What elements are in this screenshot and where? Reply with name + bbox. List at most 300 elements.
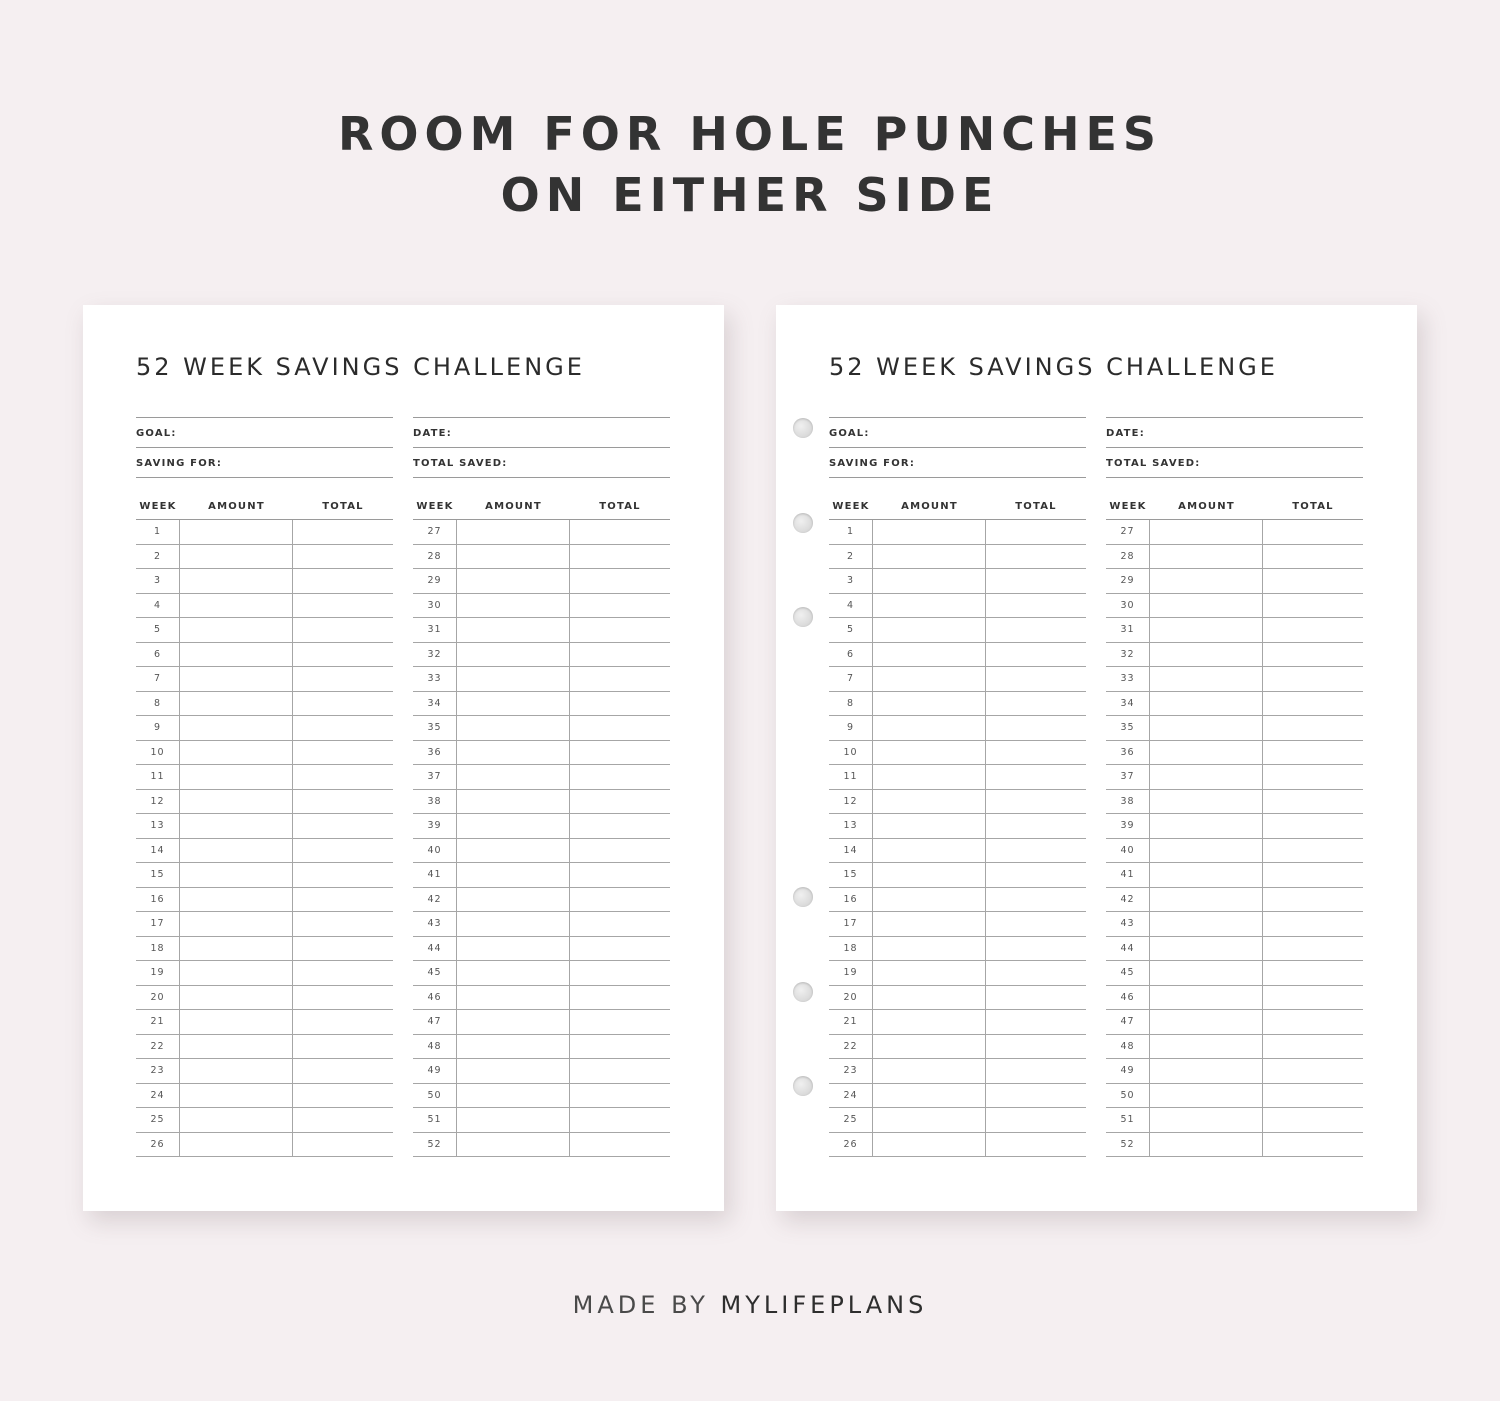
total-cell[interactable] [570, 618, 670, 642]
table-row [136, 1084, 393, 1109]
total-cell[interactable] [1263, 814, 1363, 838]
table-row [413, 912, 670, 937]
total-cell[interactable] [293, 594, 393, 618]
table-row [829, 1133, 1086, 1158]
total-cell[interactable] [1263, 888, 1363, 912]
week-number: 43 [413, 912, 457, 936]
amount-cell[interactable] [457, 716, 570, 740]
amount-cell[interactable] [1150, 1084, 1263, 1108]
total-cell[interactable] [1263, 1084, 1363, 1108]
total-cell[interactable] [1263, 863, 1363, 887]
total-cell[interactable] [1263, 1059, 1363, 1083]
amount-cell[interactable] [1150, 520, 1263, 544]
total-cell[interactable] [1263, 1035, 1363, 1059]
table-row [136, 594, 393, 619]
total-cell[interactable] [986, 667, 1086, 691]
table-row [413, 520, 670, 545]
total-cell[interactable] [986, 888, 1086, 912]
week-number: 13 [829, 814, 873, 838]
week-number: 16 [829, 888, 873, 912]
amount-cell[interactable] [457, 741, 570, 765]
amount-cell[interactable] [1150, 790, 1263, 814]
punch-hole-icon [793, 982, 813, 1002]
total-cell[interactable] [570, 814, 670, 838]
amount-cell[interactable] [457, 765, 570, 789]
total-cell[interactable] [570, 667, 670, 691]
table-row [136, 1010, 393, 1035]
total-cell[interactable] [570, 569, 670, 593]
table-row [829, 716, 1086, 741]
left-column [829, 417, 1086, 1157]
total-cell[interactable] [986, 1133, 1086, 1157]
amount-cell[interactable] [180, 545, 293, 569]
amount-cell[interactable] [1150, 839, 1263, 863]
total-cell[interactable] [570, 1035, 670, 1059]
amount-cell[interactable] [1150, 937, 1263, 961]
total-cell[interactable] [1263, 716, 1363, 740]
total-cell[interactable] [986, 986, 1086, 1010]
week-number: 41 [413, 863, 457, 887]
total-cell[interactable] [1263, 912, 1363, 936]
amount-cell[interactable] [873, 961, 986, 985]
table-row [1106, 520, 1363, 545]
table-row [136, 692, 393, 717]
total-cell[interactable] [570, 790, 670, 814]
week-number: 21 [136, 1010, 180, 1034]
amount-cell[interactable] [1150, 1133, 1263, 1157]
goal-line [829, 417, 1086, 447]
amount-cell[interactable] [457, 937, 570, 961]
total-cell[interactable] [293, 888, 393, 912]
total-cell[interactable] [293, 1084, 393, 1108]
total-cell[interactable] [986, 1010, 1086, 1034]
total-cell[interactable] [570, 839, 670, 863]
amount-cell[interactable] [457, 814, 570, 838]
amount-cell[interactable] [180, 741, 293, 765]
amount-cell[interactable] [457, 594, 570, 618]
amount-cell[interactable] [873, 937, 986, 961]
amount-cell[interactable] [180, 790, 293, 814]
amount-cell[interactable] [1150, 643, 1263, 667]
amount-cell[interactable] [180, 1010, 293, 1034]
total-cell[interactable] [570, 716, 670, 740]
table-row [829, 594, 1086, 619]
table-row [413, 667, 670, 692]
amount-cell[interactable] [457, 545, 570, 569]
amount-cell[interactable] [180, 594, 293, 618]
amount-cell[interactable] [180, 520, 293, 544]
amount-cell[interactable] [457, 692, 570, 716]
total-cell[interactable] [570, 545, 670, 569]
amount-cell[interactable] [873, 520, 986, 544]
total-cell[interactable] [570, 594, 670, 618]
week-number: 20 [829, 986, 873, 1010]
amount-cell[interactable] [1150, 961, 1263, 985]
amount-cell[interactable] [1150, 569, 1263, 593]
amount-cell[interactable] [457, 1059, 570, 1083]
date-label: DATE: [413, 428, 452, 439]
total-cell[interactable] [1263, 1133, 1363, 1157]
total-cell[interactable] [986, 1035, 1086, 1059]
amount-cell[interactable] [180, 1084, 293, 1108]
amount-cell[interactable] [457, 961, 570, 985]
total-cell[interactable] [293, 741, 393, 765]
week-number: 35 [413, 716, 457, 740]
week-number: 48 [1106, 1035, 1150, 1059]
week-number: 19 [829, 961, 873, 985]
week-number: 24 [136, 1084, 180, 1108]
amount-cell[interactable] [873, 569, 986, 593]
amount-cell[interactable] [457, 1010, 570, 1034]
total-cell[interactable] [293, 520, 393, 544]
total-cell[interactable] [293, 569, 393, 593]
amount-cell[interactable] [180, 863, 293, 887]
amount-cell[interactable] [1150, 692, 1263, 716]
amount-cell[interactable] [180, 888, 293, 912]
amount-cell[interactable] [1150, 594, 1263, 618]
amount-cell[interactable] [1150, 618, 1263, 642]
amount-cell[interactable] [180, 937, 293, 961]
table-row [136, 545, 393, 570]
amount-cell[interactable] [873, 765, 986, 789]
total-cell[interactable] [1263, 986, 1363, 1010]
total-cell[interactable] [293, 986, 393, 1010]
amount-cell[interactable] [873, 986, 986, 1010]
total-cell[interactable] [1263, 692, 1363, 716]
amount-cell[interactable] [457, 643, 570, 667]
table-row [413, 765, 670, 790]
week-number: 39 [1106, 814, 1150, 838]
week-number: 3 [829, 569, 873, 593]
amount-cell[interactable] [873, 741, 986, 765]
amount-cell[interactable] [1150, 1108, 1263, 1132]
amount-cell[interactable] [873, 839, 986, 863]
total-cell[interactable] [293, 765, 393, 789]
week-number: 36 [1106, 741, 1150, 765]
total-cell[interactable] [570, 765, 670, 789]
week-number: 29 [1106, 569, 1150, 593]
total-cell[interactable] [570, 520, 670, 544]
headline [0, 104, 1500, 226]
table-row [136, 1108, 393, 1133]
amount-cell[interactable] [180, 986, 293, 1010]
amount-cell[interactable] [457, 986, 570, 1010]
table-row [829, 937, 1086, 962]
amount-cell[interactable] [180, 814, 293, 838]
table-row [1106, 692, 1363, 717]
amount-cell[interactable] [1150, 814, 1263, 838]
table-row [829, 790, 1086, 815]
total-cell[interactable] [293, 961, 393, 985]
total-cell[interactable] [1263, 839, 1363, 863]
total-cell[interactable] [986, 839, 1086, 863]
amount-cell[interactable] [1150, 716, 1263, 740]
total-cell[interactable] [1263, 594, 1363, 618]
total-cell[interactable] [986, 1108, 1086, 1132]
total-cell[interactable] [293, 937, 393, 961]
amount-cell[interactable] [873, 594, 986, 618]
table-row [413, 594, 670, 619]
table-row [413, 961, 670, 986]
total-cell[interactable] [986, 569, 1086, 593]
week-number: 26 [136, 1133, 180, 1157]
total-cell[interactable] [986, 741, 1086, 765]
total-cell[interactable] [1263, 937, 1363, 961]
total-cell[interactable] [293, 667, 393, 691]
table-row [1106, 814, 1363, 839]
week-header: WEEK [416, 501, 454, 512]
total-cell[interactable] [293, 1035, 393, 1059]
amount-header: AMOUNT [1178, 501, 1235, 512]
week-number: 52 [1106, 1133, 1150, 1157]
table-row [829, 765, 1086, 790]
total-cell[interactable] [570, 937, 670, 961]
total-cell[interactable] [570, 1010, 670, 1034]
total-cell[interactable] [986, 716, 1086, 740]
amount-cell[interactable] [180, 667, 293, 691]
total-cell[interactable] [986, 1084, 1086, 1108]
week-rows [1106, 520, 1363, 1157]
amount-cell[interactable] [1150, 1059, 1263, 1083]
amount-header: AMOUNT [485, 501, 542, 512]
amount-cell[interactable] [457, 839, 570, 863]
total-cell[interactable] [293, 618, 393, 642]
planner-page-right [776, 305, 1417, 1211]
total-cell[interactable] [570, 1059, 670, 1083]
amount-cell[interactable] [1150, 667, 1263, 691]
total-cell[interactable] [293, 912, 393, 936]
amount-cell[interactable] [1150, 888, 1263, 912]
total-cell[interactable] [570, 888, 670, 912]
amount-cell[interactable] [873, 912, 986, 936]
total-cell[interactable] [986, 790, 1086, 814]
table-row [136, 643, 393, 668]
amount-cell[interactable] [873, 1059, 986, 1083]
amount-cell[interactable] [873, 863, 986, 887]
amount-cell[interactable] [180, 618, 293, 642]
total-cell[interactable] [293, 692, 393, 716]
week-number: 51 [1106, 1108, 1150, 1132]
total-cell[interactable] [986, 863, 1086, 887]
table-header [136, 495, 393, 520]
week-number: 42 [413, 888, 457, 912]
total-cell[interactable] [293, 863, 393, 887]
week-number: 52 [413, 1133, 457, 1157]
total-cell[interactable] [1263, 520, 1363, 544]
amount-cell[interactable] [457, 912, 570, 936]
amount-cell[interactable] [180, 643, 293, 667]
right-column [413, 417, 670, 1157]
total-cell[interactable] [986, 594, 1086, 618]
amount-cell[interactable] [1150, 986, 1263, 1010]
week-number: 12 [829, 790, 873, 814]
total-cell[interactable] [293, 643, 393, 667]
total-cell[interactable] [986, 1059, 1086, 1083]
amount-cell[interactable] [457, 888, 570, 912]
week-number: 47 [1106, 1010, 1150, 1034]
total-cell[interactable] [570, 986, 670, 1010]
total-cell[interactable] [570, 643, 670, 667]
amount-cell[interactable] [873, 1133, 986, 1157]
week-number: 47 [413, 1010, 457, 1034]
week-number: 37 [1106, 765, 1150, 789]
week-number: 7 [136, 667, 180, 691]
total-cell[interactable] [293, 1059, 393, 1083]
amount-cell[interactable] [873, 790, 986, 814]
total-cell[interactable] [293, 1108, 393, 1132]
week-number: 4 [829, 594, 873, 618]
table-row [413, 692, 670, 717]
amount-cell[interactable] [180, 692, 293, 716]
amount-cell[interactable] [1150, 1010, 1263, 1034]
week-number: 10 [136, 741, 180, 765]
amount-cell[interactable] [180, 1059, 293, 1083]
total-cell[interactable] [1263, 545, 1363, 569]
amount-cell[interactable] [457, 520, 570, 544]
total-cell[interactable] [570, 741, 670, 765]
amount-cell[interactable] [457, 1108, 570, 1132]
amount-cell[interactable] [1150, 741, 1263, 765]
week-number: 24 [829, 1084, 873, 1108]
total-cell[interactable] [986, 961, 1086, 985]
amount-cell[interactable] [180, 716, 293, 740]
amount-cell[interactable] [180, 569, 293, 593]
amount-cell[interactable] [1150, 1035, 1263, 1059]
total-cell[interactable] [570, 1108, 670, 1132]
table-row [136, 912, 393, 937]
total-cell[interactable] [986, 643, 1086, 667]
week-number: 17 [136, 912, 180, 936]
week-number: 51 [413, 1108, 457, 1132]
table-row [136, 1133, 393, 1158]
punch-hole-icon [793, 1076, 813, 1096]
total-cell[interactable] [986, 937, 1086, 961]
amount-cell[interactable] [180, 765, 293, 789]
total-cell[interactable] [570, 1133, 670, 1157]
total-cell[interactable] [1263, 961, 1363, 985]
week-number: 41 [1106, 863, 1150, 887]
total-cell[interactable] [1263, 765, 1363, 789]
total-cell[interactable] [293, 814, 393, 838]
table-row [136, 765, 393, 790]
total-cell[interactable] [1263, 667, 1363, 691]
total-header: TOTAL [599, 501, 641, 512]
total-cell[interactable] [293, 839, 393, 863]
table-row [1106, 618, 1363, 643]
amount-cell[interactable] [457, 618, 570, 642]
week-number: 6 [136, 643, 180, 667]
amount-cell[interactable] [457, 790, 570, 814]
total-cell[interactable] [293, 790, 393, 814]
amount-cell[interactable] [1150, 765, 1263, 789]
table-row [1106, 643, 1363, 668]
amount-cell[interactable] [180, 1108, 293, 1132]
amount-cell[interactable] [1150, 912, 1263, 936]
total-cell[interactable] [570, 692, 670, 716]
total-cell[interactable] [986, 814, 1086, 838]
total-cell[interactable] [293, 1133, 393, 1157]
amount-cell[interactable] [873, 1035, 986, 1059]
amount-cell[interactable] [873, 1084, 986, 1108]
table-row [829, 961, 1086, 986]
amount-cell[interactable] [180, 912, 293, 936]
amount-cell[interactable] [1150, 863, 1263, 887]
total-cell[interactable] [1263, 618, 1363, 642]
amount-cell[interactable] [457, 569, 570, 593]
amount-cell[interactable] [873, 643, 986, 667]
total-cell[interactable] [986, 520, 1086, 544]
amount-cell[interactable] [873, 814, 986, 838]
total-cell[interactable] [986, 618, 1086, 642]
week-rows [136, 520, 393, 1157]
amount-cell[interactable] [873, 618, 986, 642]
amount-cell[interactable] [457, 667, 570, 691]
headline-line-1: ROOM FOR HOLE PUNCHES [337, 107, 1163, 161]
total-cell[interactable] [1263, 741, 1363, 765]
table-row [413, 1108, 670, 1133]
week-number: 12 [136, 790, 180, 814]
total-cell[interactable] [293, 545, 393, 569]
amount-cell[interactable] [180, 1035, 293, 1059]
total-cell[interactable] [986, 765, 1086, 789]
week-number: 44 [413, 937, 457, 961]
amount-cell[interactable] [873, 545, 986, 569]
week-number: 2 [829, 545, 873, 569]
saving-for-label: SAVING FOR: [829, 458, 916, 469]
table-row [1106, 569, 1363, 594]
total-cell[interactable] [1263, 1108, 1363, 1132]
amount-cell[interactable] [457, 863, 570, 887]
total-cell[interactable] [986, 912, 1086, 936]
amount-cell[interactable] [1150, 545, 1263, 569]
amount-cell[interactable] [180, 961, 293, 985]
amount-cell[interactable] [873, 667, 986, 691]
total-cell[interactable] [1263, 1010, 1363, 1034]
total-cell[interactable] [293, 1010, 393, 1034]
week-number: 25 [136, 1108, 180, 1132]
table-row [413, 716, 670, 741]
total-cell[interactable] [570, 912, 670, 936]
total-cell[interactable] [986, 545, 1086, 569]
amount-cell[interactable] [873, 1010, 986, 1034]
table-row [1106, 1108, 1363, 1133]
total-cell[interactable] [570, 961, 670, 985]
amount-cell[interactable] [873, 1108, 986, 1132]
total-cell[interactable] [1263, 790, 1363, 814]
table-header [413, 495, 670, 520]
total-cell[interactable] [293, 716, 393, 740]
week-number: 3 [136, 569, 180, 593]
amount-cell[interactable] [180, 1133, 293, 1157]
table-row [1106, 888, 1363, 913]
amount-cell[interactable] [873, 716, 986, 740]
amount-cell[interactable] [873, 888, 986, 912]
amount-cell[interactable] [873, 692, 986, 716]
amount-cell[interactable] [457, 1084, 570, 1108]
total-cell[interactable] [1263, 643, 1363, 667]
amount-cell[interactable] [457, 1133, 570, 1157]
week-number: 44 [1106, 937, 1150, 961]
total-cell[interactable] [986, 692, 1086, 716]
week-number: 31 [1106, 618, 1150, 642]
total-cell[interactable] [570, 1084, 670, 1108]
week-number: 34 [413, 692, 457, 716]
total-cell[interactable] [1263, 569, 1363, 593]
table-row [829, 520, 1086, 545]
amount-cell[interactable] [457, 1035, 570, 1059]
total-cell[interactable] [570, 863, 670, 887]
amount-cell[interactable] [180, 839, 293, 863]
